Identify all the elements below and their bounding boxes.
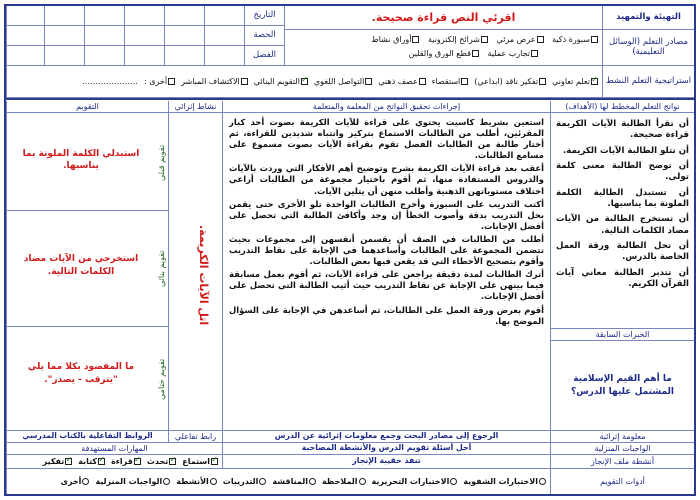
tool-homework[interactable]: الواجبات المنزلية [95,477,170,486]
procedure-paragraph: أطلب من الطالبات في الصف أن يقسمن أنفسهن إلى مجموعات بحيث تتضمن المجموعة على الطالبات وأساعدهما في الإجابة على نقاط التدريب وأقوم بتصحيح الأخطاء التي قد يقعن فيها بعض الطالبات. [229,233,544,267]
skill-speaking[interactable]: ✓تحدث [147,457,176,466]
outcome-item: أن تتلو الطالبة الآيات الكريمة. [562,145,689,156]
checkbox-checked-icon [591,78,598,85]
class-cell-3[interactable] [124,46,164,66]
checkbox-checked-icon [65,458,72,465]
strategy-brainstorm[interactable]: عصف ذهني [378,77,425,86]
date-cell-2[interactable] [164,6,204,26]
assessment-item-formative: استخرجي من الآيات مضاد الكلمات التالية. [23,254,139,278]
strategies-options [6,66,602,98]
period-cell-5[interactable] [44,26,84,46]
checkbox-icon [539,78,546,85]
checkbox-checked-icon [169,458,176,465]
date-cell-6[interactable] [6,6,44,26]
checkbox-icon [241,78,248,85]
outcome-item: أن تستخرج الطالبة من الآيات مضاد الكلمات التالية. [556,214,689,236]
checkbox-icon [537,36,544,43]
tools-options [6,469,550,494]
tool-other[interactable]: أخرى [61,477,90,486]
checkbox-icon [168,78,175,85]
procedure-paragraph: أقوم بعرض ورقة العمل على الطالبات، ثم أساعدهن في الإجابة على السؤال الموضح بها. [229,304,544,326]
checkbox-checked-icon [211,458,218,465]
checkbox-icon [412,36,419,43]
outcome-item: أن تتدبر الطالبة معاني آيات القرآن الكريم. [556,267,689,290]
prior-text: ما أهم القيم الإسلامية المشتمل عليها الدرس؟ [571,373,674,397]
radio-icon [359,478,366,485]
period-cell-2[interactable] [164,26,204,46]
portfolio-text: تنفذ حقيبة الإنجاز [222,455,550,469]
date-label: التاريخ [244,6,284,26]
resource-smartboard[interactable]: سبورة ذكية [552,35,598,44]
link-label: رابط تفاعلي [168,431,222,443]
skills-label: المهارات المستهدفة [6,443,222,455]
tool-written[interactable]: الاختبارات التحريرية [372,477,458,486]
checkbox-checked-icon [134,458,141,465]
class-cell-2[interactable] [164,46,204,66]
procedure-paragraph: استعين بشريط كاسيت يحتوي على قراءة للآيات الكريمة بصوت أحد كبار المقرئين، أطلب من الطالبات الاستماع بتركيز وانتباه شديدين للقراءة، ثم أختار طالبة من الطالبات الفصل تقوم بقراءة الآيات بصوت مسموع على مسامع الطالبات. [229,117,544,161]
strategy-formative[interactable]: ✓التقويم البنائي [254,77,308,86]
tool-oral[interactable]: الاختبارات الشفوية [463,477,546,486]
class-cell-5[interactable] [44,46,84,66]
procedure-paragraph: أعقب بعد قراءة الآيات الكريمة بشرح وتوضيح أهم الأفكار التي وردت بالآيات والدروس المستفادة منها، ثم أقوم باختيار مجموعة من الطالبات أراعي اختلاف مستوياتهن الذهنية وأطلب منهن أن يتلين الآيات. [229,163,544,196]
skills-options [6,455,222,469]
class-cell-4[interactable] [84,46,124,66]
outcome-item: أن تقرأ الطالبة الآيات الكريمة قراءة صحيحة. [556,119,689,141]
strategy-other-blank: ………………… [81,77,138,86]
radio-icon [259,478,266,485]
radio-icon [82,478,89,485]
period-cell-3[interactable] [124,26,164,46]
prior-cell [550,341,694,431]
resource-worksheets[interactable]: أوراق نشاط [371,35,419,44]
strategy-cooperative[interactable]: ✓تعلم تعاوني [552,77,598,86]
period-cell-6[interactable] [6,26,44,46]
resources-row-2 [289,47,598,61]
assessment-header: التقويم [6,101,168,113]
procedures-cell [222,113,550,431]
checkbox-checked-icon [98,458,105,465]
procedures-header: إجراءات تحقيق النواتج من المعلمة والمتعلمة [222,101,550,113]
resources-options [284,30,602,66]
info-label: معلومة إثرائية [550,431,694,443]
tools-label: أدوات التقويم [550,469,694,494]
checkbox-icon [472,50,479,57]
assessment-type-summative: تقويم ختامي [157,358,166,400]
tool-activities[interactable]: الأنشطة [176,477,217,486]
skill-reading[interactable]: ✓قراءة [111,457,141,466]
skill-writing[interactable]: ✓كتابة [78,457,105,466]
strategies-label: استراتيجية التعلم النشط [602,66,694,98]
radio-icon [210,478,217,485]
class-cell-1[interactable] [204,46,244,66]
skill-thinking[interactable]: ✓تفكير [43,457,73,466]
assessment-summative [6,327,168,431]
hw-text: أحل أسئلة تقويم الدرس والأنشطة المصاحبة [222,443,550,455]
activity-header: نشاط إثرائي [168,101,222,113]
strategy-communication[interactable]: التواصل اللغوي [314,77,372,86]
resource-paper[interactable]: قطع الورق والقلين [409,49,479,58]
tool-discussion[interactable]: المناقشة [272,477,316,486]
strategy-discovery[interactable]: الاكتشاف المباشر [181,77,248,86]
info-text: الرجوع إلى مصادر البحث وجمع معلومات إثرائية عن الدرس [222,431,550,443]
prior-label: الخبرات السابقة [550,329,694,341]
strategy-inquiry[interactable]: استقصاء [432,77,469,86]
assessment-item-pre: استبدلي الكلمة الملونة بما يناسبها. [22,149,140,171]
date-cell-5[interactable] [44,6,84,26]
resource-experiments[interactable]: تجارب عملية [487,49,538,58]
strategy-other[interactable]: أخرى : [144,77,175,86]
checkbox-icon [591,36,598,43]
date-cell-1[interactable] [204,6,244,26]
outcomes-header: نواتج التعلم المخطط لها (الأهداف) [550,101,694,113]
activity-cell [168,113,222,431]
assessment-item-summative: ما المقصود بكلا مما يلي "يترقب - يصدر". [27,362,135,386]
resources-label: مصادر التعلم (الوسائل التعليمية) [602,30,694,66]
outcome-item: أن توضح الطالبة معنى كلمة تولى. [556,161,689,183]
procedure-paragraph: أكتب التدريب على السبورة وأخرج الطالبات الواحدة تلو الأخرى حتى يقمن بحل التدريب بدقة وأصوب الخطأ إن وجد وأكافئ الطالبة التي تحصل على أفضل الإجابات. [229,198,544,231]
class-cell-6[interactable] [6,46,44,66]
assessment-type-pre: تقويم قبلي [157,144,166,182]
tool-exercises[interactable]: التدريبات [223,477,267,486]
hw-label: الواجبات المنزلية [550,443,694,455]
checkbox-checked-icon [301,78,308,85]
procedure-paragraph: أترك الطالبات لمدة دقيقة يراجعن على قراءة الآيات، ثم أقوم بعمل مسابقة فيما بينهن على الإجابة عن نقاط التدريب حيث أثيب الطالبة التي تحصل على أفضل الإجابات. [229,269,544,302]
skill-listening[interactable]: ✓استماع [182,457,218,466]
assessment-type-formative: تقويم بنائي [157,250,166,288]
checkbox-icon [481,36,488,43]
lesson-title: اقرئي النص قراءة صحيحة. [371,11,516,24]
period-cell-4[interactable] [84,26,124,46]
link-text[interactable]: الروابط التفاعلية بالكتاب المدرسي [6,431,168,443]
date-cell-4[interactable] [84,6,124,26]
outcome-item: أن تستبدل الطالبة الكلمة الملونة بما يناسبها. [556,187,689,210]
title-cell [284,6,602,30]
prep-label: التهيئة والتمهيد [602,6,694,30]
period-cell-1[interactable] [204,26,244,46]
assessment-formative [6,211,168,327]
radio-icon [163,478,170,485]
checkbox-icon [419,78,426,85]
outcome-item: أن تحل الطالبة ورقة العمل الخاصة بالدرس. [556,241,689,263]
activity-text: اتل الآيات الكريمة. [197,225,210,326]
radio-icon [539,478,546,485]
strategy-critical[interactable]: تفكير ناقد (ابداعي) [474,77,546,86]
resources-row-1 [289,33,598,47]
resource-slides[interactable]: شرائح إلكترونية [428,35,488,44]
checkbox-icon [461,78,468,85]
radio-icon [309,478,316,485]
radio-icon [450,478,457,485]
assessment-pre [6,113,168,211]
header-section [6,6,694,100]
class-label: الفصل [244,46,284,66]
outcomes-cell [550,113,694,329]
lesson-plan-page [4,4,696,496]
period-label: الحصة [244,26,284,46]
checkbox-icon [365,78,372,85]
checkbox-icon [531,50,538,57]
tool-observation[interactable]: الملاحظة [322,477,366,486]
date-cell-3[interactable] [124,6,164,26]
resource-video[interactable]: عرض مرئي [497,35,544,44]
portfolio-label: أنشطة ملف الإنجاز [550,455,694,469]
